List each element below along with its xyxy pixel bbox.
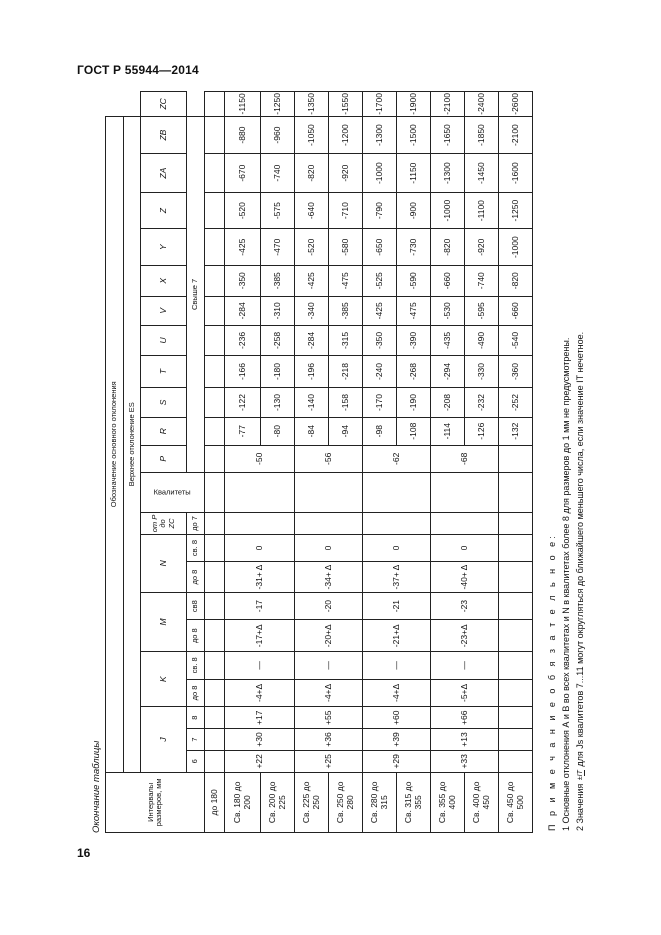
cell-zc: -1250 bbox=[261, 92, 295, 117]
cell-p7 bbox=[205, 513, 225, 535]
cell-za: -820 bbox=[295, 154, 329, 192]
cell-j7 bbox=[205, 729, 225, 751]
cell-za: -740 bbox=[261, 154, 295, 192]
page-number: 16 bbox=[77, 846, 91, 860]
cell-k1: -5+Δ bbox=[431, 679, 499, 707]
cell-n1 bbox=[205, 562, 225, 593]
size-interval-cell: Св. 315 до 355 bbox=[397, 772, 431, 832]
cell-zc: -2100 bbox=[431, 92, 465, 117]
cell-za: -1600 bbox=[499, 154, 533, 192]
cell-z: -1100 bbox=[465, 192, 499, 229]
cell-za: -1300 bbox=[431, 154, 465, 192]
cell-j6: +25 bbox=[295, 750, 363, 772]
cell-zb: -1500 bbox=[397, 116, 431, 154]
cell-zc: -1150 bbox=[225, 92, 261, 117]
cell-zb: -1050 bbox=[295, 116, 329, 154]
cell-p: -56 bbox=[295, 445, 363, 473]
cell-n2 bbox=[499, 534, 533, 561]
cell-j8 bbox=[205, 707, 225, 729]
cell-zb: -960 bbox=[261, 116, 295, 154]
table-row bbox=[205, 92, 225, 833]
cell-zc: -1550 bbox=[329, 92, 363, 117]
deviations-table bbox=[105, 91, 533, 833]
cell-x bbox=[205, 265, 225, 296]
cell-j8: +66 bbox=[431, 707, 499, 729]
grade-m-over8: св8 bbox=[187, 592, 205, 620]
cell-n1: -37+ Δ bbox=[363, 562, 431, 593]
cell-u: -490 bbox=[465, 326, 499, 356]
cell-zc: -2600 bbox=[499, 92, 533, 117]
cell-m2: -21 bbox=[363, 592, 431, 620]
cell-y: -920 bbox=[465, 229, 499, 266]
cell-j8 bbox=[499, 707, 533, 729]
cell-j6: +22 bbox=[225, 750, 295, 772]
cell-j8: +55 bbox=[295, 707, 363, 729]
cell-r: -126 bbox=[465, 417, 499, 445]
cell-r bbox=[205, 417, 225, 445]
size-interval-cell: Св. 200 до 225 bbox=[261, 772, 295, 832]
cell-r: -80 bbox=[261, 417, 295, 445]
cell-n2 bbox=[205, 534, 225, 561]
cell-m2 bbox=[499, 592, 533, 620]
cell-v: -385 bbox=[329, 296, 363, 326]
cell-m1: -21+Δ bbox=[363, 620, 431, 652]
size-interval-cell: Св. 280 до 315 bbox=[363, 772, 397, 832]
cell-u: -435 bbox=[431, 326, 465, 356]
cell-m1: -20+Δ bbox=[295, 620, 363, 652]
cell-j7: +13 bbox=[431, 729, 499, 751]
cell-zc: -2400 bbox=[465, 92, 499, 117]
cell-y: -730 bbox=[397, 229, 431, 266]
cell-u: -236 bbox=[225, 326, 261, 356]
size-interval-cell: Св. 450 до 500 bbox=[499, 772, 533, 832]
cell-spacer bbox=[295, 473, 363, 513]
header-letter-v: V bbox=[141, 296, 187, 326]
cell-k2: — bbox=[225, 652, 295, 679]
header-letter-p: P bbox=[141, 445, 187, 473]
cell-s bbox=[205, 388, 225, 418]
header-letter-r: R bbox=[141, 417, 187, 445]
cell-v: -530 bbox=[431, 296, 465, 326]
cell-r: -108 bbox=[397, 417, 431, 445]
table-body bbox=[205, 92, 533, 833]
grade-j-6: 6 bbox=[187, 750, 205, 772]
cell-k1 bbox=[205, 679, 225, 707]
header-size-intervals: Интервалы размеров, мм bbox=[106, 772, 205, 832]
cell-x: -475 bbox=[329, 265, 363, 296]
cell-z: -1000 bbox=[431, 192, 465, 229]
cell-zb: -880 bbox=[225, 116, 261, 154]
header-letter-j: J bbox=[141, 707, 187, 772]
cell-k2: — bbox=[363, 652, 431, 679]
cell-y bbox=[205, 229, 225, 266]
cell-z: -900 bbox=[397, 192, 431, 229]
cell-x: -740 bbox=[465, 265, 499, 296]
cell-j7: +36 bbox=[295, 729, 363, 751]
grade-n-to8: до 8 bbox=[187, 562, 205, 593]
header-letter-zc: ZC bbox=[141, 92, 187, 117]
cell-p bbox=[205, 445, 225, 473]
cell-n2: 0 bbox=[363, 534, 431, 561]
cell-k1 bbox=[499, 679, 533, 707]
cell-u: -390 bbox=[397, 326, 431, 356]
cell-zc: -1350 bbox=[295, 92, 329, 117]
cell-m2: -17 bbox=[225, 592, 295, 620]
notes-heading: П р и м е ч а н и е о б я з а т е л ь н о е: bbox=[547, 533, 557, 831]
cell-u: -284 bbox=[295, 326, 329, 356]
cell-t: -180 bbox=[261, 355, 295, 388]
size-interval-cell: Св. 250 до 280 bbox=[329, 772, 363, 832]
cell-z: -520 bbox=[225, 192, 261, 229]
cell-r: -77 bbox=[225, 417, 261, 445]
note-2-start: 2 Значения bbox=[575, 783, 585, 831]
cell-k2 bbox=[205, 652, 225, 679]
cell-n1: -34+ Δ bbox=[295, 562, 363, 593]
cell-za: -1000 bbox=[363, 154, 397, 192]
cell-t: -166 bbox=[225, 355, 261, 388]
cell-v: -284 bbox=[225, 296, 261, 326]
cell-k2: — bbox=[295, 652, 363, 679]
cell-k2: — bbox=[431, 652, 499, 679]
cell-r: -98 bbox=[363, 417, 397, 445]
cell-t bbox=[205, 355, 225, 388]
cell-j6: +33 bbox=[431, 750, 499, 772]
cell-z: -575 bbox=[261, 192, 295, 229]
cell-za: -1450 bbox=[465, 154, 499, 192]
grade-k-to8: до 8 bbox=[187, 679, 205, 707]
cell-j7: +39 bbox=[363, 729, 431, 751]
header-grades-label: Квалитеты bbox=[141, 473, 205, 513]
cell-m2 bbox=[205, 592, 225, 620]
header-letter-n: N bbox=[141, 534, 187, 592]
header-letter-t: T bbox=[141, 355, 187, 388]
cell-m2: -20 bbox=[295, 592, 363, 620]
cell-x: -660 bbox=[431, 265, 465, 296]
cell-x: -385 bbox=[261, 265, 295, 296]
header-letter-m: M bbox=[141, 592, 187, 651]
cell-z bbox=[205, 192, 225, 229]
size-interval-cell: Св. 400 до 450 bbox=[465, 772, 499, 832]
cell-s: -170 bbox=[363, 388, 397, 418]
header-p-to-zc: от P до ZC bbox=[141, 513, 187, 535]
cell-n1: -31+ Δ bbox=[225, 562, 295, 593]
cell-x: -590 bbox=[397, 265, 431, 296]
header-letter-y: Y bbox=[141, 229, 187, 266]
size-interval-cell: Св. 225 до 250 bbox=[295, 772, 329, 832]
table-row bbox=[431, 92, 465, 833]
cell-r: -114 bbox=[431, 417, 465, 445]
size-interval-cell: Св. 355 до 400 bbox=[431, 772, 465, 832]
cell-spacer bbox=[205, 473, 225, 513]
grade-n-over8: св. 8 bbox=[187, 534, 205, 561]
header-letter-za: ZA bbox=[141, 154, 187, 192]
cell-k1: -4+Δ bbox=[295, 679, 363, 707]
cell-p: -62 bbox=[363, 445, 431, 473]
cell-zb: -2100 bbox=[499, 116, 533, 154]
table-row bbox=[295, 92, 329, 833]
cell-zb: -1300 bbox=[363, 116, 397, 154]
header-letter-x: X bbox=[141, 265, 187, 296]
cell-j6 bbox=[205, 750, 225, 772]
cell-s: -232 bbox=[465, 388, 499, 418]
cell-u: -258 bbox=[261, 326, 295, 356]
cell-z: -640 bbox=[295, 192, 329, 229]
grade-p-to7: до 7 bbox=[187, 513, 205, 535]
cell-zc: -1700 bbox=[363, 92, 397, 117]
cell-t: -330 bbox=[465, 355, 499, 388]
cell-s: -140 bbox=[295, 388, 329, 418]
cell-z: -790 bbox=[363, 192, 397, 229]
cell-r: -84 bbox=[295, 417, 329, 445]
header-letter-s: S bbox=[141, 388, 187, 418]
cell-j7 bbox=[499, 729, 533, 751]
cell-t: -196 bbox=[295, 355, 329, 388]
standard-designation: ГОСТ Р 55944—2014 bbox=[77, 63, 199, 77]
cell-z: -710 bbox=[329, 192, 363, 229]
cell-p7 bbox=[431, 513, 499, 535]
header-letter-k: K bbox=[141, 652, 187, 707]
grade-m-to8: до 8 bbox=[187, 620, 205, 652]
cell-y: -820 bbox=[431, 229, 465, 266]
cell-k1: -4+Δ bbox=[363, 679, 431, 707]
continuation-label: Окончание таблицы bbox=[91, 740, 102, 833]
cell-zb: -1650 bbox=[431, 116, 465, 154]
cell-j8: +17 bbox=[225, 707, 295, 729]
cell-t: -218 bbox=[329, 355, 363, 388]
cell-s: -190 bbox=[397, 388, 431, 418]
cell-t: -240 bbox=[363, 355, 397, 388]
cell-zc bbox=[205, 92, 225, 117]
cell-x: -425 bbox=[295, 265, 329, 296]
cell-zb: -1850 bbox=[465, 116, 499, 154]
header-letter-z: Z bbox=[141, 192, 187, 229]
cell-u: -350 bbox=[363, 326, 397, 356]
cell-m2: -23 bbox=[431, 592, 499, 620]
cell-j8: +60 bbox=[363, 707, 431, 729]
table-row bbox=[363, 92, 397, 833]
header-designation: Обозначение основного отклонения bbox=[106, 116, 124, 772]
cell-s: -252 bbox=[499, 388, 533, 418]
cell-spacer bbox=[363, 473, 431, 513]
table-notes bbox=[545, 332, 587, 831]
cell-t: -268 bbox=[397, 355, 431, 388]
cell-za bbox=[205, 154, 225, 192]
table-row bbox=[499, 92, 533, 833]
cell-v: -595 bbox=[465, 296, 499, 326]
cell-y: -580 bbox=[329, 229, 363, 266]
cell-n2: 0 bbox=[295, 534, 363, 561]
size-interval-cell: до 180 bbox=[205, 772, 225, 832]
cell-p bbox=[499, 445, 533, 473]
grade-j-8: 8 bbox=[187, 707, 205, 729]
cell-y: -650 bbox=[363, 229, 397, 266]
cell-x: -350 bbox=[225, 265, 261, 296]
header-letter-u: U bbox=[141, 326, 187, 356]
note-1: 1 Основные отклонения А и В во всех квалитетах и N в квалитетах более 8 для размеров до 1 мм не предусмотрены. bbox=[561, 337, 571, 831]
cell-m1: -23+Δ bbox=[431, 620, 499, 652]
cell-p: -68 bbox=[431, 445, 499, 473]
note-2-end: для Js квалитетов 7...11 могут округляться до ближайшего меньшего числа, если значение IT нечетное. bbox=[575, 331, 585, 767]
cell-za: -1150 bbox=[397, 154, 431, 192]
cell-x: -525 bbox=[363, 265, 397, 296]
cell-z: -1250 bbox=[499, 192, 533, 229]
cell-spacer bbox=[431, 473, 499, 513]
cell-za: -670 bbox=[225, 154, 261, 192]
cell-j6: +29 bbox=[363, 750, 431, 772]
cell-spacer bbox=[499, 473, 533, 513]
cell-y: -520 bbox=[295, 229, 329, 266]
cell-p7 bbox=[499, 513, 533, 535]
cell-v: -340 bbox=[295, 296, 329, 326]
cell-p7 bbox=[225, 513, 295, 535]
rotated-table-block bbox=[91, 91, 585, 833]
cell-j7: +30 bbox=[225, 729, 295, 751]
cell-p: -50 bbox=[225, 445, 295, 473]
cell-zb: -1200 bbox=[329, 116, 363, 154]
cell-v: -425 bbox=[363, 296, 397, 326]
cell-k2 bbox=[499, 652, 533, 679]
cell-v: -660 bbox=[499, 296, 533, 326]
cell-t: -360 bbox=[499, 355, 533, 388]
cell-p7 bbox=[363, 513, 431, 535]
it-over-2-fraction: ±IT bbox=[576, 770, 584, 781]
cell-p7 bbox=[295, 513, 363, 535]
grade-k-over8: св. 8 bbox=[187, 652, 205, 679]
cell-n2: 0 bbox=[225, 534, 295, 561]
cell-s: -122 bbox=[225, 388, 261, 418]
cell-y: -425 bbox=[225, 229, 261, 266]
cell-v: -310 bbox=[261, 296, 295, 326]
cell-n2: 0 bbox=[431, 534, 499, 561]
grade-over7: Свыше 7 bbox=[187, 116, 205, 472]
cell-r: -94 bbox=[329, 417, 363, 445]
cell-m1: -17+Δ bbox=[225, 620, 295, 652]
size-interval-cell: Св. 180 до 200 bbox=[225, 772, 261, 832]
cell-zc: -1900 bbox=[397, 92, 431, 117]
cell-spacer bbox=[225, 473, 295, 513]
header-letter-zb: ZB bbox=[141, 116, 187, 154]
cell-j6 bbox=[499, 750, 533, 772]
cell-k1: -4+Δ bbox=[225, 679, 295, 707]
cell-n1: -40+ Δ bbox=[431, 562, 499, 593]
cell-v: -475 bbox=[397, 296, 431, 326]
cell-v bbox=[205, 296, 225, 326]
cell-y: -470 bbox=[261, 229, 295, 266]
cell-zb bbox=[205, 116, 225, 154]
cell-r: -132 bbox=[499, 417, 533, 445]
grade-j-7: 7 bbox=[187, 729, 205, 751]
cell-u: -315 bbox=[329, 326, 363, 356]
note-2 bbox=[573, 332, 587, 831]
cell-za: -920 bbox=[329, 154, 363, 192]
cell-y: -1000 bbox=[499, 229, 533, 266]
cell-x: -820 bbox=[499, 265, 533, 296]
table-row bbox=[225, 92, 261, 833]
cell-u: -540 bbox=[499, 326, 533, 356]
cell-u bbox=[205, 326, 225, 356]
cell-m1 bbox=[499, 620, 533, 652]
cell-t: -294 bbox=[431, 355, 465, 388]
cell-m1 bbox=[205, 620, 225, 652]
cell-s: -158 bbox=[329, 388, 363, 418]
cell-s: -208 bbox=[431, 388, 465, 418]
header-upper-deviation: Верхнее отклонение ES bbox=[124, 116, 141, 772]
cell-n1 bbox=[499, 562, 533, 593]
cell-s: -130 bbox=[261, 388, 295, 418]
